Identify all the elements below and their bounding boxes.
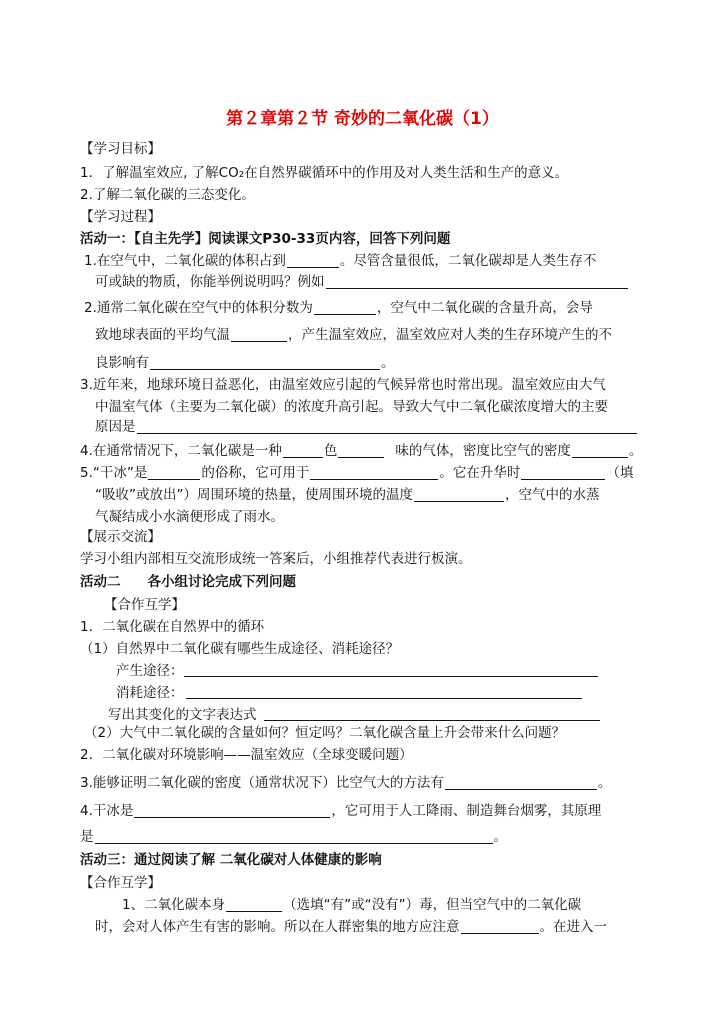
section-show-exchange: 【展示交流】 xyxy=(80,529,161,545)
item-4-text-b: ，它可用于人工降雨、制造舞台烟雾，其原理 xyxy=(331,803,602,819)
section-learning-goals: 【学习目标】 xyxy=(80,141,161,157)
q4-text-d: 。 xyxy=(628,443,643,459)
q2-text-d: ，产生温室效应，温室效应对人类的生存环境产生的不 xyxy=(288,327,612,343)
answer-blank[interactable] xyxy=(287,253,339,268)
question-1-line-2 xyxy=(95,273,629,291)
answer-blank[interactable] xyxy=(137,419,637,434)
q2-text-e: 良影响有 xyxy=(95,355,149,371)
answer-blank[interactable] xyxy=(95,829,493,844)
q2-text-b: ，空气中二氧化碳的含量升高，会导 xyxy=(376,300,593,316)
answer-blank[interactable] xyxy=(461,919,539,934)
answer-blank[interactable] xyxy=(521,465,605,480)
cooperative-learning-2: 【合作互学】 xyxy=(80,875,161,891)
page-title: 第２章第２节 奇妙的二氧化碳（1） xyxy=(226,109,499,129)
question-3-line-3 xyxy=(95,418,638,436)
item-4-line-2 xyxy=(80,828,507,846)
item-1-carbon-cycle: 1．二氧化碳在自然界中的循环 xyxy=(80,619,265,635)
q2-text-c: 致地球表面的平均气温 xyxy=(95,327,230,343)
answer-line[interactable] xyxy=(186,698,582,699)
item-4-line-1 xyxy=(80,802,601,820)
item-3 xyxy=(80,774,611,792)
question-4 xyxy=(80,442,642,460)
q2-text-a: 2.通常二氧化碳在空气中的体积分数为 xyxy=(84,300,313,316)
consumption-route-label: 消耗途径： xyxy=(116,685,184,701)
word-equation-label: 写出其变化的文字表达式 xyxy=(108,707,257,723)
question-5-line-2 xyxy=(95,486,599,504)
answer-blank[interactable] xyxy=(226,897,282,912)
show-exchange-text: 学习小组内部相互交流形成统一答案后，小组推荐代表进行板演。 xyxy=(80,551,472,567)
answer-blank[interactable] xyxy=(326,274,628,289)
health-text-c: 时，会对人体产生有害的影响。所以在人群密集的地方应注意 xyxy=(95,919,460,935)
section-learning-process: 【学习过程】 xyxy=(80,209,161,225)
question-2-line-2 xyxy=(95,326,612,344)
question-5-line-3: 气凝结成小水滴便形成了雨水。 xyxy=(95,509,284,525)
activity-1-heading: 活动一：【自主先学】阅读课文P30-33页内容，回答下列问题 xyxy=(80,231,451,247)
answer-blank[interactable] xyxy=(283,443,323,458)
answer-blank[interactable] xyxy=(445,775,597,790)
q2-text-f: 。 xyxy=(381,355,395,371)
answer-blank[interactable] xyxy=(310,465,438,480)
item-1-sub-2: （2）大气中二氧化碳的含量如何？恒定吗？二氧化碳含量上升会带来什么问题？ xyxy=(84,725,566,741)
activity-2-heading: 活动二 各小组讨论完成下列问题 xyxy=(80,574,296,590)
item-1-sub-1: （1）自然界中二氧化碳有哪些生成途径、消耗途径？ xyxy=(80,641,400,657)
answer-blank[interactable] xyxy=(338,443,384,458)
question-5-line-1 xyxy=(80,464,633,482)
generation-route-label: 产生途径： xyxy=(116,663,184,679)
answer-blank[interactable] xyxy=(134,803,330,818)
item-4-text-a: 4.干冰是 xyxy=(80,803,134,819)
health-item-1-line-2 xyxy=(95,918,607,936)
item-4-text-d: 。 xyxy=(493,829,507,845)
health-text-d: 。在进入一 xyxy=(539,919,607,935)
answer-blank[interactable] xyxy=(314,300,376,315)
q3-text-c: 原因是 xyxy=(95,419,136,435)
item-3-text-a: 3.能够证明二氧化碳的密度（通常状况下）比空气大的方法有 xyxy=(80,775,444,791)
q1-text-c: 可或缺的物质，你能举例说明吗？例如 xyxy=(95,274,325,290)
question-2-line-3 xyxy=(95,354,395,372)
q5-text-f: ，空气中的水蒸 xyxy=(504,487,600,503)
item-4-text-c: 是 xyxy=(80,829,94,845)
item-3-text-b: 。 xyxy=(597,775,612,791)
q1-text-b: 。尽管含量很低，二氧化碳却是人类生存不 xyxy=(339,253,597,269)
activity-3-heading: 活动三：通过阅读了解 二氧化碳对人体健康的影响 xyxy=(80,852,382,868)
answer-blank[interactable] xyxy=(150,355,380,370)
q5-text-d: （填 xyxy=(606,465,634,481)
q5-text-e: “吸收”或放出”）周围环境的热量，使周围环境的温度 xyxy=(95,487,413,503)
health-text-a: 1、二氧化碳本身 xyxy=(122,897,226,913)
question-1-line-1 xyxy=(84,252,596,270)
answer-blank[interactable] xyxy=(572,443,628,458)
q4-text-a: 4.在通常情况下，二氧化碳是一种 xyxy=(80,443,282,459)
q5-text-a: 5.“干冰”是 xyxy=(80,465,148,481)
question-3-line-1: 3.近年来，地球环境日益恶化，由温室效应引起的气候异常也时常出现。温室效应由大气 xyxy=(80,377,606,393)
q4-text-b: 色 xyxy=(323,443,338,459)
question-3-line-2: 中温室气体（主要为二氧化碳）的浓度升高引起。导致大气中二氧化碳浓度增大的主要 xyxy=(95,399,608,415)
health-item-1-line-1 xyxy=(122,896,581,914)
goal-1: 1．了解温室效应, 了解CO₂在自然界碳循环中的作用及对人类生活和生产的意义。 xyxy=(80,165,569,181)
item-2-greenhouse: 2．二氧化碳对环境影响——温室效应（全球变暖问题） xyxy=(80,747,413,763)
answer-blank[interactable] xyxy=(414,487,504,502)
answer-line[interactable] xyxy=(264,720,600,721)
question-2-line-1 xyxy=(84,299,593,317)
cooperative-learning-1: 【合作互学】 xyxy=(104,597,185,613)
health-text-b: （选填“有”或“没有”）毒，但当空气中的二氧化碳 xyxy=(283,897,582,913)
q1-text-a: 1.在空气中，二氧化碳的体积占到 xyxy=(84,253,286,269)
answer-blank[interactable] xyxy=(148,465,200,480)
q5-text-b: 的俗称，它可用于 xyxy=(201,465,310,481)
q5-text-c: 。它在升华时 xyxy=(439,465,521,481)
goal-2: 2.了解二氧化碳的三态变化。 xyxy=(80,187,255,203)
answer-line[interactable] xyxy=(184,676,598,677)
answer-blank[interactable] xyxy=(231,327,287,342)
q4-text-c: 味的气体，密度比空气的密度 xyxy=(395,443,571,459)
